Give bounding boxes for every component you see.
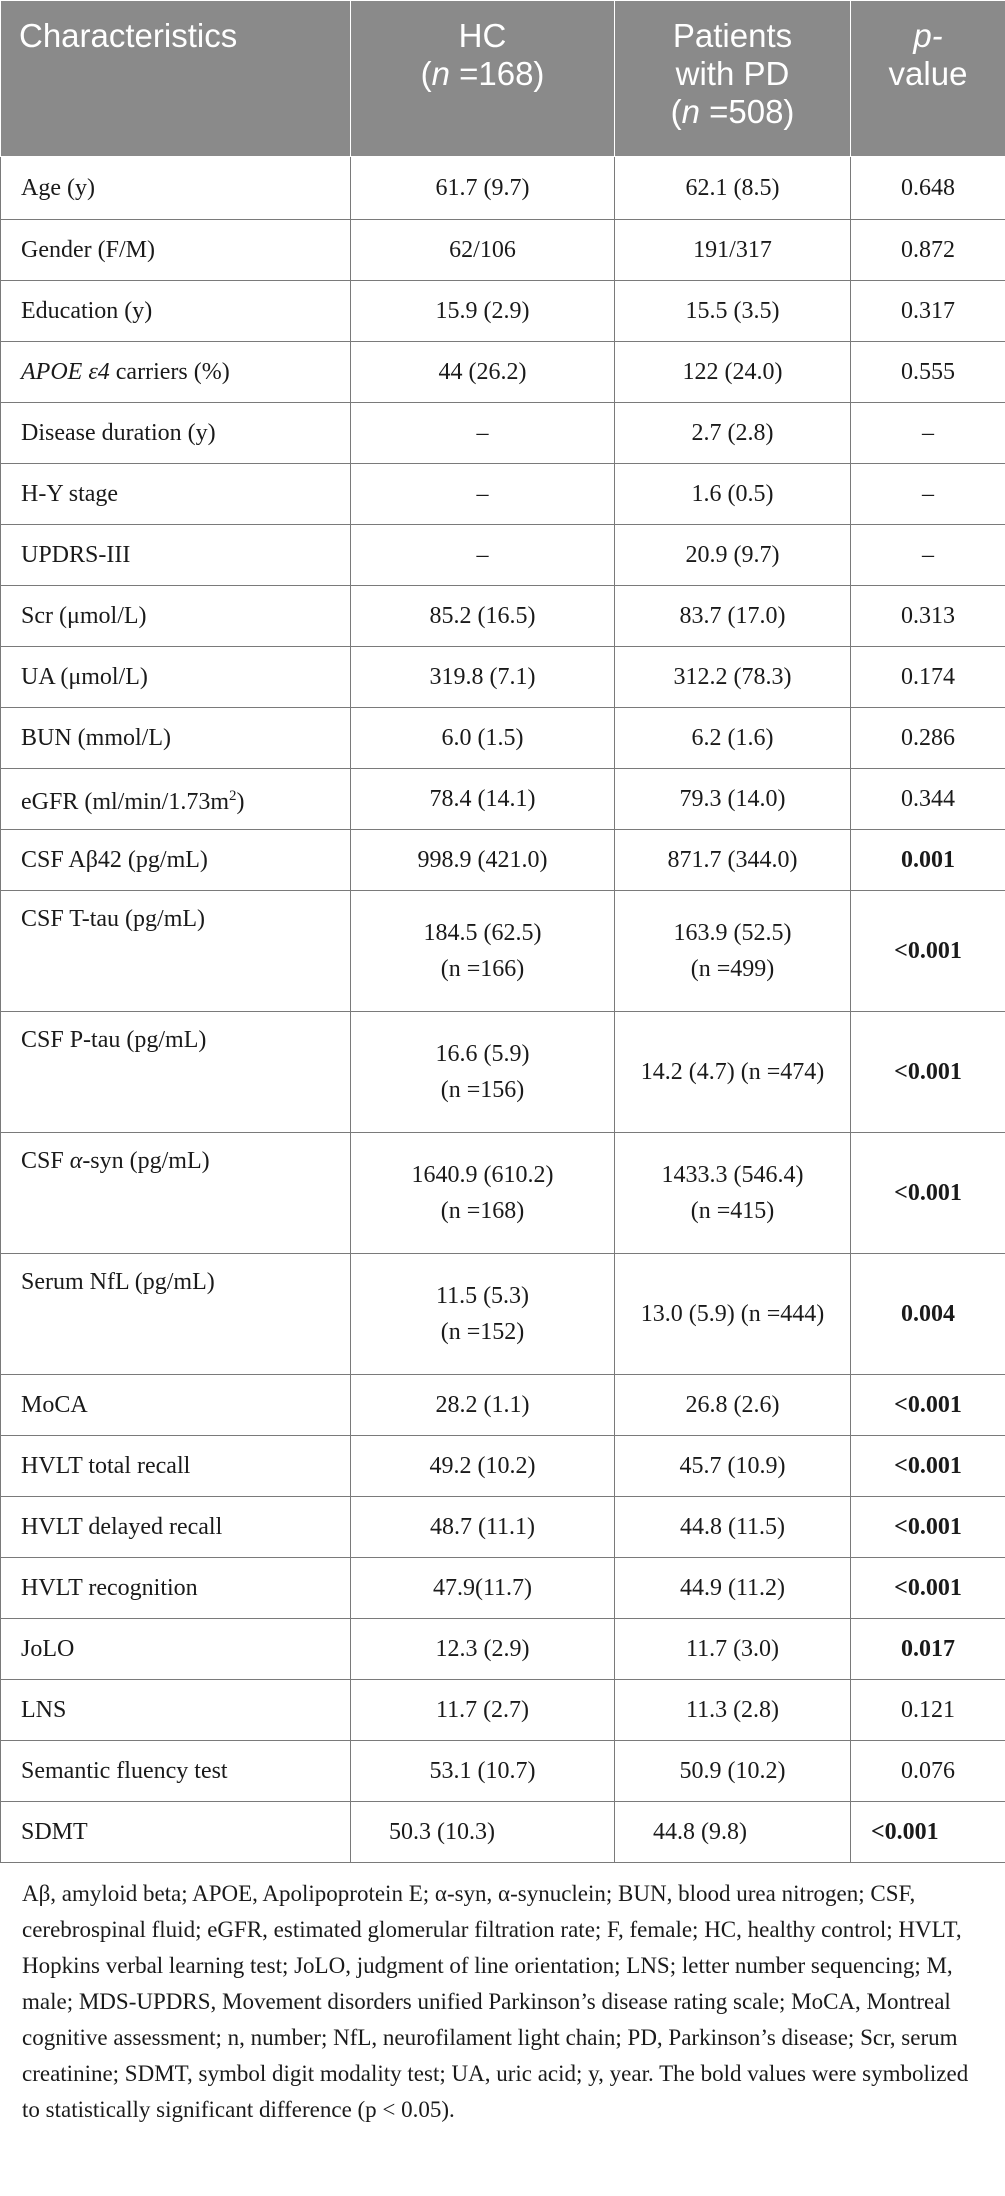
p-value: 0.872 [851,220,1005,281]
header-characteristics-label: Characteristics [19,17,238,54]
hc-value: 78.4 (14.1) [351,769,615,830]
pd-value: 1433.3 (546.4) (n =415) [615,1133,851,1254]
hc-value: 85.2 (16.5) [351,586,615,647]
row-label: APOE ε4 carriers (%) [1,342,351,403]
row-label: Serum NfL (pg/mL) [1,1254,351,1375]
hc-value: 48.7 (11.1) [351,1497,615,1558]
header-pd-label-2: with PD [675,55,790,92]
p-value: <0.001 [851,1436,1005,1497]
header-hc-n: (n =168) [420,55,545,92]
table-row [1,1619,1005,1680]
row-label: CSF Aβ42 (pg/mL) [1,830,351,891]
table-row [1,586,1005,647]
pd-value: 191/317 [615,220,851,281]
row-label: H-Y stage [1,464,351,525]
row-label: Disease duration (y) [1,403,351,464]
pd-value: 44.8 (9.8) [615,1802,851,1863]
row-label: MoCA [1,1375,351,1436]
table-footnote: Aβ, amyloid beta; APOE, Apolipoprotein E; α-syn, α-synuclein; BUN, blood urea nitrogen; CSF, cerebrospinal fluid; eGFR, estimated glomerular filtration rate; F, female; HC, healthy control; HVLT, Hopkins verbal learning test; JoLO, judgment of line orientation; LNS; letter number sequencing; M, male; MDS-UPDRS, Movement disorders unified Parkinson’s disease rating scale; MoCA, Montreal cognitive assessment; n, number; NfL, neurofilament light chain; PD, Parkinson’s disease; Scr, serum creatinine; SDMT, symbol digit modality test; UA, uric acid; y, year. The bold values were symbolized to statistically significant difference (p < 0.05). [22,1881,969,2122]
pd-value: 15.5 (3.5) [615,281,851,342]
hc-value: – [351,525,615,586]
pd-value: 11.3 (2.8) [615,1680,851,1741]
pd-value: 2.7 (2.8) [615,403,851,464]
header-pd-label-1: Patients [672,17,793,54]
pd-value: 79.3 (14.0) [615,769,851,830]
pd-value: 44.8 (11.5) [615,1497,851,1558]
p-value: <0.001 [851,1012,1005,1133]
row-label: SDMT [1,1802,351,1863]
table-row [1,708,1005,769]
hc-value: 50.3 (10.3) [351,1802,615,1863]
p-value: – [851,464,1005,525]
pd-value: 1.6 (0.5) [615,464,851,525]
p-value: <0.001 [851,1802,1005,1863]
pd-value: 6.2 (1.6) [615,708,851,769]
p-value: 0.004 [851,1254,1005,1375]
pd-value: 11.7 (3.0) [615,1619,851,1680]
pd-value: 14.2 (4.7) (n =474) [615,1012,851,1133]
p-value: <0.001 [851,891,1005,1012]
hc-value: 47.9(11.7) [351,1558,615,1619]
hc-value: 49.2 (10.2) [351,1436,615,1497]
header-pvalue-1: p- [913,17,943,54]
table-row [1,1558,1005,1619]
pd-value: 83.7 (17.0) [615,586,851,647]
p-value: <0.001 [851,1133,1005,1254]
table-row [1,220,1005,281]
pd-value: 44.9 (11.2) [615,1558,851,1619]
table-row [1,1012,1005,1133]
header-pvalue [851,1,1005,157]
row-label: CSF P-tau (pg/mL) [1,1012,351,1133]
table-row [1,464,1005,525]
pd-value: 62.1 (8.5) [615,157,851,220]
pd-value: 122 (24.0) [615,342,851,403]
header-pd-n: (n =508) [670,93,795,130]
row-label: UA (μmol/L) [1,647,351,708]
p-value: – [851,403,1005,464]
p-value: 0.076 [851,1741,1005,1802]
hc-value: 998.9 (421.0) [351,830,615,891]
row-label: UPDRS-III [1,525,351,586]
pd-value: 20.9 (9.7) [615,525,851,586]
table-row [1,342,1005,403]
row-label: Semantic fluency test [1,1741,351,1802]
pd-value: 45.7 (10.9) [615,1436,851,1497]
table-row [1,1375,1005,1436]
table-row [1,647,1005,708]
p-value: – [851,525,1005,586]
hc-value: 319.8 (7.1) [351,647,615,708]
row-label: CSF T-tau (pg/mL) [1,891,351,1012]
p-value: <0.001 [851,1375,1005,1436]
table-row [1,281,1005,342]
pd-value: 50.9 (10.2) [615,1741,851,1802]
row-label: HVLT recognition [1,1558,351,1619]
p-value: 0.001 [851,830,1005,891]
pd-value: 13.0 (5.9) (n =444) [615,1254,851,1375]
hc-value: 6.0 (1.5) [351,708,615,769]
hc-value: 28.2 (1.1) [351,1375,615,1436]
table-row [1,1133,1005,1254]
table-row [1,525,1005,586]
p-value: 0.121 [851,1680,1005,1741]
table-row [1,403,1005,464]
p-value: 0.344 [851,769,1005,830]
row-label: Gender (F/M) [1,220,351,281]
hc-value: 12.3 (2.9) [351,1619,615,1680]
table-row [1,1254,1005,1375]
hc-value: 15.9 (2.9) [351,281,615,342]
table-row [1,1436,1005,1497]
table-row [1,1497,1005,1558]
row-label: JoLO [1,1619,351,1680]
row-label: Age (y) [1,157,351,220]
table-row [1,1802,1005,1863]
header-hc-label: HC [458,17,507,54]
row-label: eGFR $(ml/\min/1.73m^2)$ [1,769,351,830]
p-value: 0.017 [851,1619,1005,1680]
hc-value: 1640.9 (610.2) (n =168) [351,1133,615,1254]
row-label: HVLT total recall [1,1436,351,1497]
header-pvalue-2: value [888,55,968,92]
row-label: Education (y) [1,281,351,342]
p-value: 0.555 [851,342,1005,403]
table-row [1,769,1005,830]
table-row [1,1680,1005,1741]
header-pd [615,1,851,157]
p-value: 0.313 [851,586,1005,647]
table-row [1,157,1005,220]
header-row [1,1,1005,157]
hc-value: 16.6 (5.9) (n =156) [351,1012,615,1133]
row-label: Scr (μmol/L) [1,586,351,647]
table-row [1,1741,1005,1802]
p-value: <0.001 [851,1558,1005,1619]
header-hc [351,1,615,157]
p-value: <0.001 [851,1497,1005,1558]
table-row [1,891,1005,1012]
row-label: CSF α-syn (pg/mL) [1,1133,351,1254]
hc-value: 44 (26.2) [351,342,615,403]
header-characteristics [1,1,351,157]
pd-value: 312.2 (78.3) [615,647,851,708]
row-label: BUN (mmol/L) [1,708,351,769]
p-value: 0.286 [851,708,1005,769]
pd-value: 163.9 (52.5) (n =499) [615,891,851,1012]
hc-value: – [351,464,615,525]
p-value: 0.648 [851,157,1005,220]
hc-value: 11.5 (5.3) (n =152) [351,1254,615,1375]
row-label: HVLT delayed recall [1,1497,351,1558]
p-value: 0.317 [851,281,1005,342]
hc-value: – [351,403,615,464]
p-value: 0.174 [851,647,1005,708]
hc-value: 184.5 (62.5) (n =166) [351,891,615,1012]
row-label: LNS [1,1680,351,1741]
hc-value: 62/106 [351,220,615,281]
hc-value: 53.1 (10.7) [351,1741,615,1802]
hc-value: 11.7 (2.7) [351,1680,615,1741]
table-row [1,830,1005,891]
hc-value: 61.7 (9.7) [351,157,615,220]
pd-value: 871.7 (344.0) [615,830,851,891]
pd-value: 26.8 (2.6) [615,1375,851,1436]
